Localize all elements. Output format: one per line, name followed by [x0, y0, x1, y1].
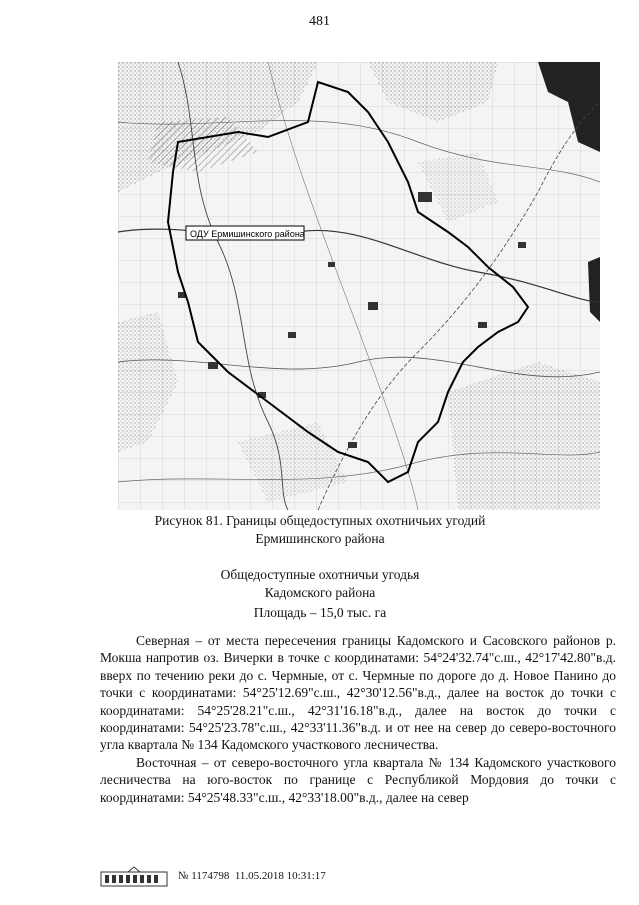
footer	[100, 866, 400, 890]
footer-doc-info	[178, 870, 326, 882]
page-number: 481	[309, 14, 330, 29]
body-text	[100, 632, 616, 806]
figure-caption-line1: Рисунок 81. Границы общедоступных охотничьих угодий	[154, 513, 486, 528]
registry-stamp-icon	[100, 866, 168, 888]
figure-caption-line2: Ермишинского района	[255, 531, 385, 546]
footer-datetime: 11.05.2018 10:31:17	[234, 870, 326, 882]
figure-caption	[100, 512, 540, 548]
area-line: Площадь – 15,0 тыс. га	[253, 605, 387, 620]
map-label: ОДУ Ермишинского района	[190, 229, 305, 239]
section-title	[100, 566, 540, 602]
section-title-line2: Кадомского района	[264, 585, 376, 600]
section-title-line1: Общедоступные охотничьи угодья	[220, 567, 420, 582]
paragraph-north: Северная – от места пересечения границы Кадомского и Сасовского районов р. Мокша напротив оз. Вичерки в точке с координатами: 54°24'32.74"с.ш., 42°17'42.80"в.д. вверх по течению реки до с. Чермные, от с. Чермные по дороге до д. Новое Панино до точки с координатами: 54°25'12.69"с.ш., 42°30'12.56"в.д., далее на восток до точки с координатами: 54°25'28.21"с.ш., 42°31'16.18"в.д., далее на восток до точки с координатами: 54°25'23.78"с.ш., 42°33'11.36"в.д. и от нее на север до северо-восточного угла квартала № 134 Кадомского участкового лесничества.	[100, 633, 616, 753]
footer-doc-number: № 1174798	[178, 870, 230, 882]
district-map	[118, 62, 600, 510]
paragraph-east: Восточная – от северо-восточного угла квартала № 134 Кадомского участкового лесничества на юго-восток по границе с Республикой Мордовия до точки с координатами: 54°25'48.33"с.ш., 42°33'18.00"в.д., далее на север	[100, 754, 616, 805]
